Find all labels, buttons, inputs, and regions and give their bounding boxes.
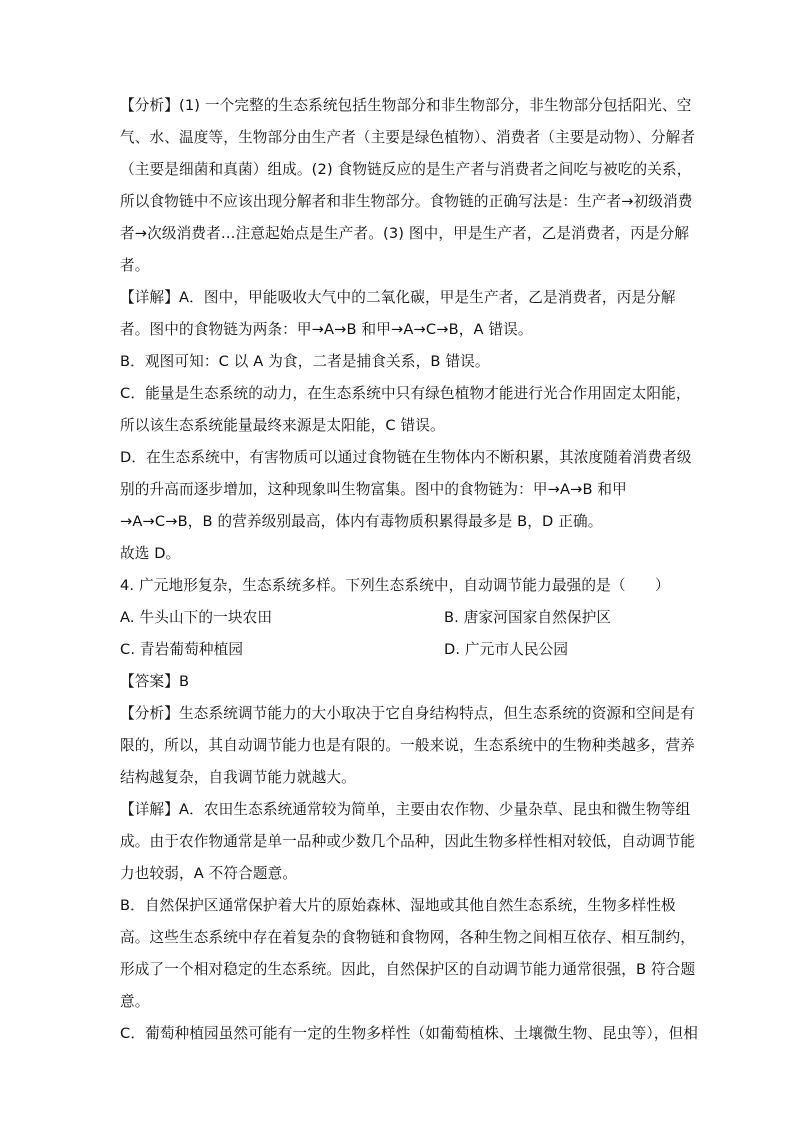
detail2-line-b1: B．自然保护区通常保护着大片的原始森林、湿地或其他自然生态系统，生物多样性极 [120,897,676,914]
detail2-line-a2: 成。由于农作物通常是单一品种或少数几个品种，因此生物多样性相对较低，自动调节能 [120,833,696,850]
detail2-line-b3: 形成了一个相对稳定的生态系统。因此，自然保护区的自动调节能力通常很强，B 符合题 [120,961,696,978]
detail-line-c1: C．能量是生态系统的动力，在生态系统中只有绿色植物才能进行光合作用固定太阳能， [120,385,691,402]
analysis2-line-3: 结构越复杂，自我调节能力就越大。 [120,769,356,786]
analysis2-line-1: 【分析】生态系统调节能力的大小取决于它自身结构特点，但生态系统的资源和空间是有 [120,705,696,722]
analysis-line-5: 者→次级消费者…注意起始点是生产者。(3) 图中，甲是生产者，乙是消费者，丙是分解 [120,225,690,242]
analysis-line-6: 者。 [120,257,150,274]
detail2-line-b4: 意。 [120,993,150,1010]
answer-line: 【答案】B [120,673,190,690]
analysis-line-1: 【分析】(1) 一个完整的生态系统包括生物部分和非生物部分，非生物部分包括阳光、空 [120,97,692,114]
detail-line-2: 者。图中的食物链为两条：甲→A→B 和甲→A→C→B，A 错误。 [120,321,533,338]
option-d: D. 广元市人民公园 [444,641,569,658]
detail-line-c2: 所以该生态系统能量最终来源是太阳能，C 错误。 [120,417,445,434]
detail-line-d1: D．在生态系统中，有害物质可以通过食物链在生物体内不断积累，其浓度随着消费者级 [120,449,692,466]
analysis-line-3: （主要是细菌和真菌）组成。(2) 食物链反应的是生产者与消费者之间吃与被吃的关系， [120,161,692,178]
detail2-line-c1: C．葡萄种植园虽然可能有一定的生物多样性（如葡萄植株、土壤微生物、昆虫等），但相 [120,1025,699,1042]
analysis-line-2: 气、水、温度等，生物部分由生产者（主要是绿色植物）、消费者（主要是动物）、分解者 [120,129,696,146]
option-b: B. 唐家河国家自然保护区 [444,609,612,626]
answer-choice-line: 故选 D。 [120,545,181,562]
detail-line-d3: →A→C→B，B 的营养级别最高，体内有毒物质积累得最多是 B，D 正确。 [120,513,603,530]
question-4: 4. 广元地形复杂，生态系统多样。下列生态系统中，自动调节能力最强的是（ ） [120,577,670,594]
analysis2-line-2: 限的，所以，其自动调节能力也是有限的。一般来说，生态系统中的生物种类越多，营养 [120,737,696,754]
detail-line-d2: 别的升高而逐步增加，这种现象叫生物富集。图中的食物链为：甲→A→B 和甲 [120,481,627,498]
option-a: A. 牛头山下的一块农田 [120,609,273,626]
detail-line-b: B．观图可知：C 以 A 为食，二者是捕食关系，B 错误。 [120,353,490,370]
detail2-line-a1: 【详解】A．农田生态系统通常较为简单，主要由农作物、少量杂草、昆虫和微生物等组 [120,801,691,818]
analysis-line-4: 所以食物链中不应该出现分解者和非生物部分。食物链的正确写法是：生产者→初级消费 [120,193,693,210]
option-c: C. 青岩葡萄种植园 [120,641,244,658]
detail2-line-a3: 力也较弱，A 不符合题意。 [120,865,298,882]
detail2-line-b2: 高。这些生态系统中存在着复杂的食物链和食物网，各种生物之间相互依存、相互制约， [120,929,696,946]
detail-line-1: 【详解】A．图中，甲能吸收大气中的二氧化碳，甲是生产者，乙是消费者，丙是分解 [120,289,676,306]
